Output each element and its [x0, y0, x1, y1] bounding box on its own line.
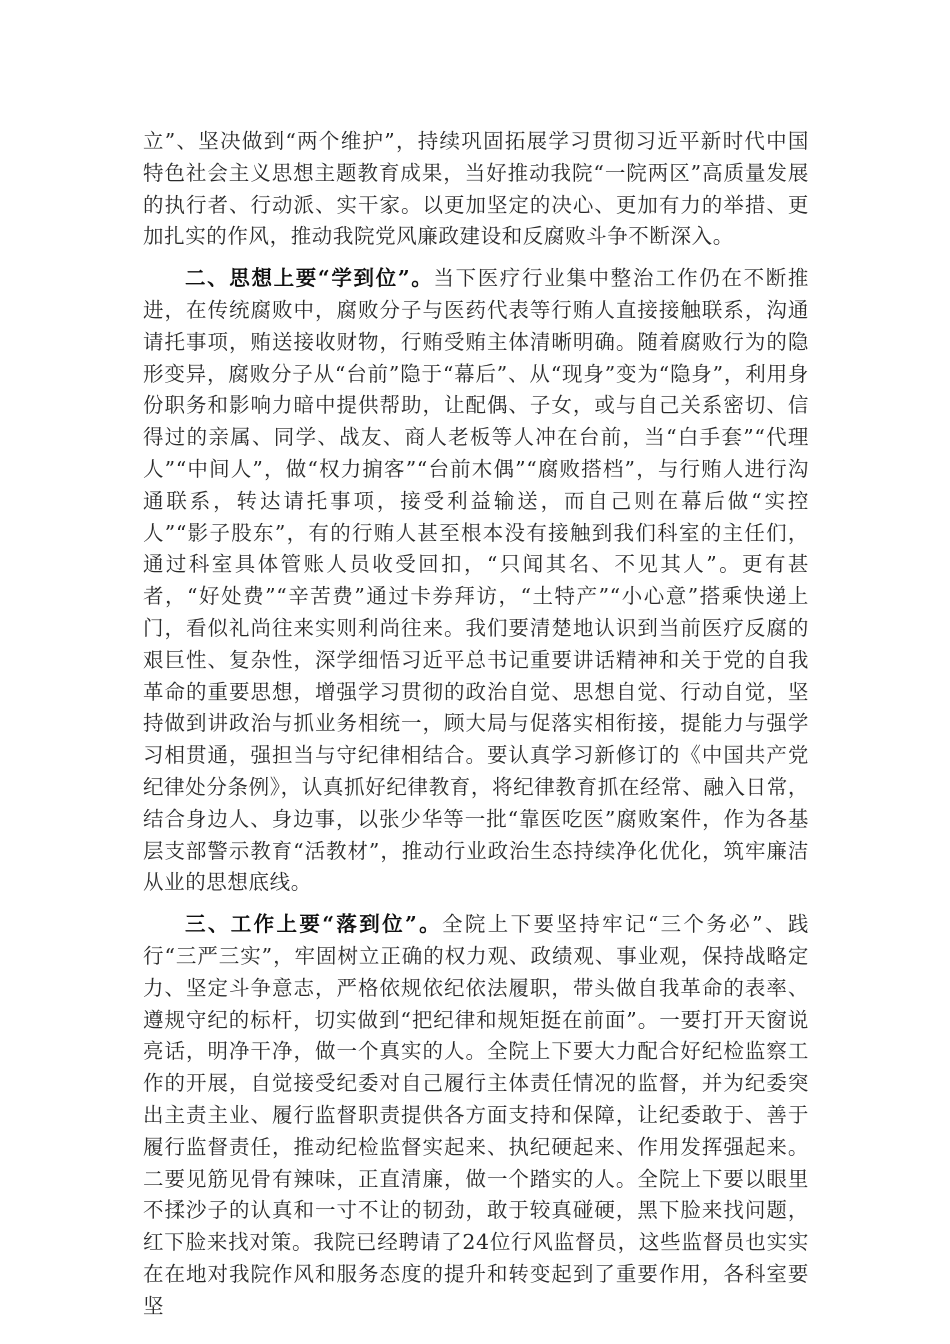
section-three-heading: 三、工作上要“落到位”。 [185, 912, 443, 937]
paragraph-section-two [143, 263, 809, 899]
section-two-heading: 二、思想上要“学到位”。 [185, 266, 434, 291]
section-three-body: 全院上下要坚持牢记“三个务必”、践行“三严三实”，牢固树立正确的权力观、政绩观、事业观，保持战略定力、坚定斗争意志，严格依规依纪依法履职，带头做自我革命的表率、遵规守纪的标杆，切实做到“把纪律和规矩挺在前面”。一要打开天窗说亮话，明净干净，做一个真实的人。全院上下要大力配合好纪检监察工作的开展，自觉接受纪委对自己履行主体责任情况的监督，并为纪委突出主责主业、履行监督职责提供各方面支持和保障，让纪委敢于、善于履行监督责任，推动纪检监督实起来、执纪硬起来、作用发挥强起来。二要见筋见骨有辣味，正直清廉，做一个踏实的人。全院上下要以眼里不揉沙子的认真和一寸不让的韧劲，敢于较真碰硬，黑下脸来找问题，红下脸来找对策。我院已经聘请了24位行风监督员，这些监督员也实实在在地对我院作风和服务态度的提升和转变起到了重要作用，各科室要坚 [143, 912, 809, 1318]
paragraph-intro-continuation [143, 126, 809, 253]
paragraph-section-three [143, 909, 809, 1322]
paragraph-body: 立”、坚决做到“两个维护”，持续巩固拓展学习贯彻习近平新时代中国特色社会主义思想主题教育成果，当好推动我院“一院两区”高质量发展的执行者、行动派、实干家。以更加坚定的决心、更加有力的举措、更加扎实的作风，推动我院党风廉政建设和反腐败斗争不断深入。 [143, 129, 809, 249]
section-two-body: 当下医疗行业集中整治工作仍在不断推进，在传统腐败中，腐败分子与医药代表等行贿人直接接触联系，沟通请托事项，贿送接收财物，行贿受贿主体清晰明确。随着腐败行为的隐形变异，腐败分子从“台前”隐于“幕后”、从“现身”变为“隐身”，利用身份职务和影响力暗中提供帮助，让配偶、子女，或与自己关系密切、信得过的亲属、同学、战友、商人老板等人冲在台前，当“白手套”“代理人”“中间人”，做“权力掮客”“台前木偶”“腐败搭档”，与行贿人进行沟通联系，转达请托事项，接受利益输送，而自己则在幕后做“实控人”“影子股东”，有的行贿人甚至根本没有接触到我们科室的主任们，通过科室具体管账人员收受回扣，“只闻其名、不见其人”。更有甚者，“好处费”“辛苦费”通过卡券拜访，“土特产”“小心意”搭乘快递上门，看似礼尚往来实则利尚往来。我们要清楚地认识到当前医疗反腐的艰巨性、复杂性，深学细悟习近平总书记重要讲话精神和关于党的自我革命的重要思想，增强学习贯彻的政治自觉、思想自觉、行动自觉，坚持做到讲政治与抓业务相统一，顾大局与促落实相衔接，提能力与强学习相贯通，强担当与守纪律相结合。要认真学习新修订的《中国共产党纪律处分条例》，认真抓好纪律教育，将纪律教育抓在经常、融入日常，结合身边人、身边事，以张少华等一批“靠医吃医”腐败案件，作为各基层支部警示教育“活教材”，推动行业政治生态持续净化优化，筑牢廉洁从业的思想底线。 [143, 266, 809, 895]
document-page [143, 126, 809, 1322]
